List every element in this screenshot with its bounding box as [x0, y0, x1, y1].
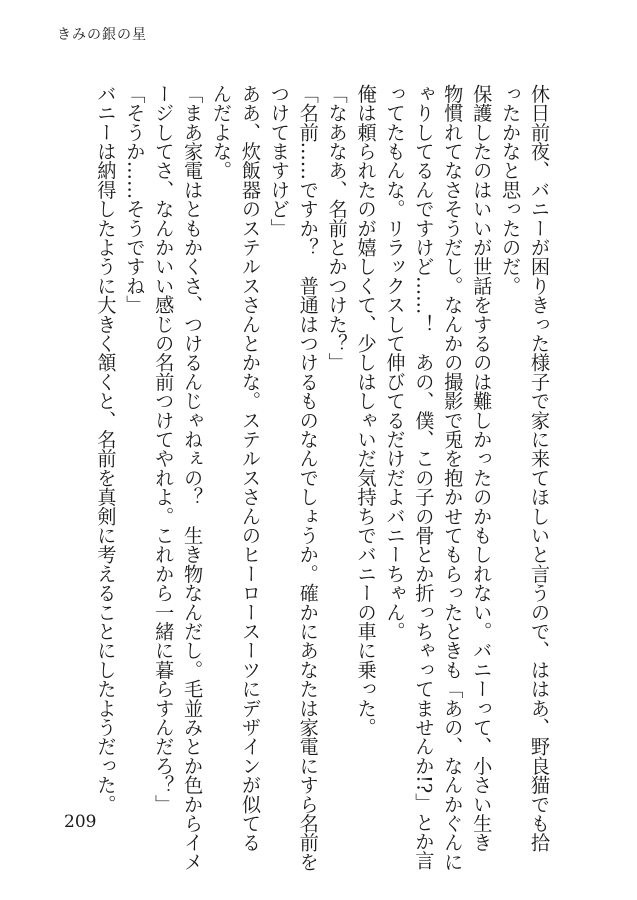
- text-line: 「なあなあ、名前とかつけた？」: [325, 84, 349, 372]
- text-line: 俺は頼られたのが嬉しくて、少しはしゃいだ気持ちでバニーの車に乗った。: [354, 84, 378, 737]
- text-line: 物慣れてなさそうだし。なんかの撮影で兎を抱かせてもらったときも「あの、なんかぐんに: [441, 84, 465, 872]
- text-line: バニーは納得したように大きく頷くと、名前を真剣に考えることにしたようだった。: [94, 84, 118, 814]
- text-line: 「そうか……そうですね」: [123, 84, 147, 315]
- body-text: [91, 84, 554, 872]
- running-head: きみの銀の星: [57, 27, 147, 43]
- text-line: ージしてさ、なんかいい感じの名前つけてやれよ。これから一緒に暮らすんだろ？」: [152, 84, 176, 814]
- text-line: ゃりしてるんですけど……！ あの、僕、この子の骨とか折っちゃってませんか!?」とか言: [412, 84, 436, 870]
- text-line: んだよな。: [210, 84, 234, 180]
- text-line: ったかなと思ったのだ。: [499, 84, 523, 296]
- text-line: 保護したのはいいが世話をするのは難しかったのかもしれない。バニーって、小さい生き: [470, 84, 494, 852]
- text-line: 「名前……ですか？ 普通はつけるものなんでしょうか。確かにあなたは家電にすら名前を: [296, 84, 320, 872]
- text-line: ああ、炊飯器のステルスさんとかな。ステルスさんのヒーロースーツにデザインが似てる: [238, 84, 262, 852]
- page-number: 209: [64, 812, 97, 832]
- text-line: 「まあ家電はともかくさ、つけるんじゃねぇの？ 生き物なんだし。毛並みとか色からイメ: [181, 84, 205, 872]
- text-line: 休日前夜、バニーが困りきった様子で家に来てほしいと言うので、ははあ、野良猫でも拾: [528, 84, 551, 852]
- text-line: つけてますけど」: [267, 84, 291, 238]
- text-line: ってたもんな。リラックスして伸びてるだけだよバニーちゃん。: [383, 84, 407, 641]
